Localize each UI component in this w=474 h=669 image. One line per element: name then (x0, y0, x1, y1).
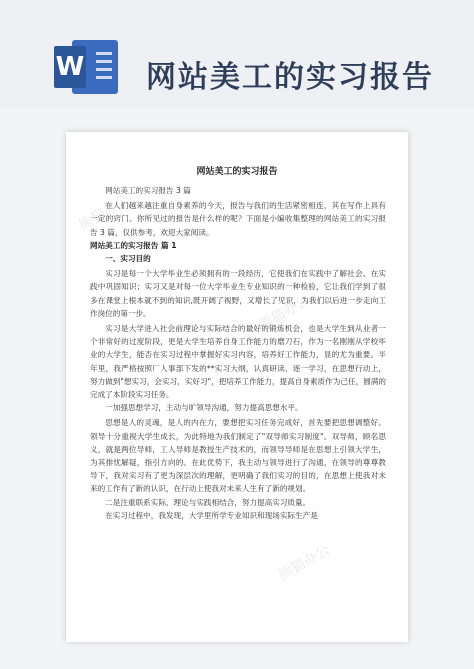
banner-title: 网站美工的实习报告 (146, 60, 434, 95)
paragraph: 实习是每一个大学毕业生必须拥有的一段经历，它使我们在实践中了解社会、在实践中巩固知识；实习又是对每一位大学毕业生专业知识的一种检验，它让我们学到了很多在课堂上根本就不到的知识,既开阔了视野，又增长了见识，为我们以后进一步走向工作岗位的第一步。 (90, 269, 386, 318)
section-heading: 网站美工的实习报告 篇 1 (90, 240, 177, 250)
watermark: 熊猫办公 (276, 541, 333, 584)
document-title: 网站美工的实习报告 (196, 167, 278, 177)
word-icon-letter: W (54, 46, 86, 88)
paragraph: 思想是人的灵魂，是人的内在力，要想把实习任务完成好，首先要把思想调整好。领导十分重视大学生成长，为此特地为我们制定了"双导师实习制度"。双导师，顾名思义，就是两位导师，工人导师是教授生产技术的，而领导导师是在思想上引领大学生，为其排忧解疑，指引方向的。在此优势下，我主动与领导进行了沟通，在领导的尊尊教导下，我对实习有了更为深层次的理解，更明确了我们实习的目的，在思想上使我对未来的工作有了新的认识，在行动上使我对未来人生有了新的规划。 (90, 418, 386, 494)
paragraph: 一加强思想学习，主动与旷领导沟通，努力提高思想水平。 (105, 403, 303, 413)
paragraph: 二是注重联系实际，理论与实践相结合，努力提高实习质量。 (105, 497, 311, 507)
paragraph: 在实习过程中，我发现，大学里所学专业知识和现场实际生产是 (105, 510, 318, 520)
paragraph: 实习是大学进入社会前理论与实际结合的最好的锻炼机会，也是大学生到从业者一个非常好的过度阶段，更是大学生培养自身工作能力的磨刀石，作为一名刚刚从学校毕业的大学生，能否在实习过程中掌握好实习内容，培养好工作能力，显的尤为重要。半年里，我严格按照厂人事部下发的**实习大纲，认真研读、逐一学习，在思想行动上，努力做到"想实习，会实习，实好习"，把培养工作能力，提高自身素质作为己任，圆满的完成了本阶段实习任务。 (90, 324, 386, 400)
document-page (66, 132, 408, 642)
word-document-icon (54, 40, 120, 94)
watermark: 熊猫办公 (256, 291, 313, 334)
paragraph: 在人们越来越注重自身素养的今天，报告与我们的生活紧密相连，其在写作上具有一定的窍门。你所见过的报告是什么样的呢？下面是小编收集整理的网站美工的实习报告 3 篇，仅供参考，欢迎大家阅读。 (90, 201, 386, 237)
header-banner (0, 0, 474, 108)
subsection-heading: 一、实习目的 (105, 254, 151, 264)
document-body (90, 184, 386, 522)
watermark: 熊猫办公 (76, 191, 133, 234)
watermark: 熊猫办公 (106, 421, 163, 464)
paragraph: 网站美工的实习报告 3 篇 (105, 186, 191, 195)
